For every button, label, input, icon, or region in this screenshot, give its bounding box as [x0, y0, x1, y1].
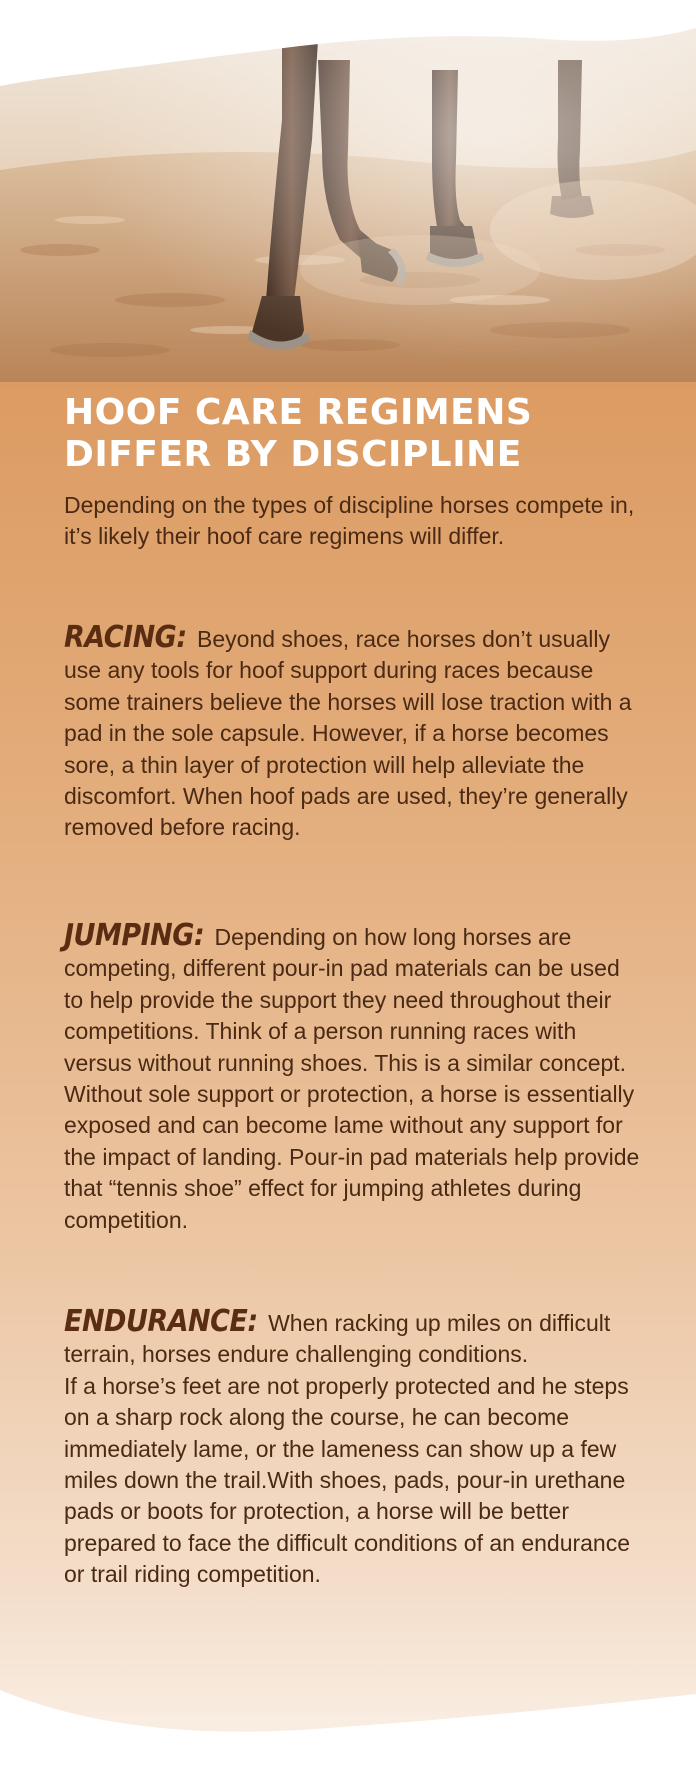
section-text-endurance: When racking up miles on difficult terrain, horses endure challenging conditions.	[64, 1310, 611, 1368]
intro-paragraph: Depending on the types of discipline horses compete in, it’s likely their hoof care regimens will differ.	[64, 492, 635, 550]
section-endurance	[64, 1306, 644, 1591]
section-text-endurance-continued: If a horse’s feet are not properly protected and he steps on a sharp rock along the course, he can become immediately lame, or the lameness can show up a few miles down the trail.With shoes, pads, pour-in urethane pads or boots for protection, a horse will be better prepared to face the difficult conditions of an endurance or trail riding competition.	[64, 1372, 631, 1588]
section-label-endurance: ENDURANCE:	[64, 1304, 258, 1339]
section-racing	[64, 622, 644, 844]
section-text-racing: Beyond shoes, race horses don’t usually use any tools for hoof support during races because some trainers believe the horses will lose traction with a pad in the sole capsule. However, if a horse becomes sore, a thin layer of protection will help alleviate the discomfort. When hoof pads are used, they’re generally removed before racing.	[64, 626, 632, 841]
page-title	[64, 392, 664, 476]
section-text-jumping: Depending on how long horses are competing, different pour-in pad materials can be used to help provide the support they need throughout their competitions. Think of a person running races with versus without running shoes. This is a similar concept. Without sole support or protection, a horse is essentially exposed and can become lame without any support for the impact of landing. Pour-in pad materials help provide that “tennis shoe” effect for jumping athletes during competition.	[64, 924, 640, 1233]
bottom-wave-decoration	[0, 1660, 696, 1766]
title-line-2: DIFFER BY DISCIPLINE	[64, 434, 522, 475]
section-label-racing: RACING:	[64, 620, 187, 655]
section-jumping	[64, 920, 644, 1236]
title-line-1: HOOF CARE REGIMENS	[64, 392, 533, 433]
top-wave-decoration	[0, 0, 696, 100]
section-label-jumping: JUMPING:	[64, 918, 205, 953]
